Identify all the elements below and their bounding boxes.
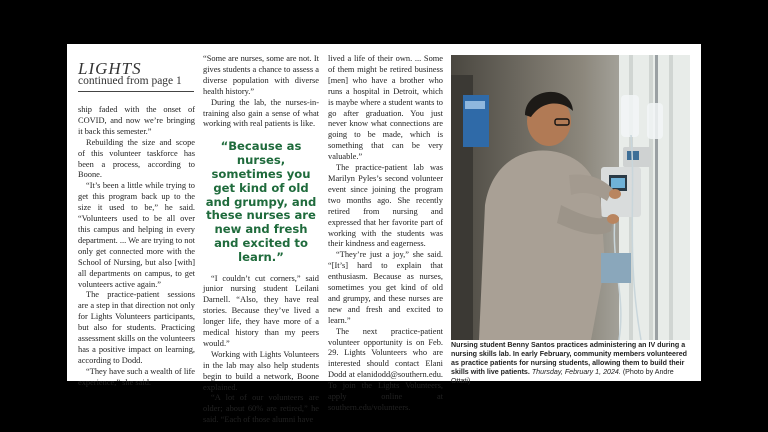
- paragraph: ship faded with the onset of COVID, and now we’re bringing it back this semester.”: [78, 105, 195, 136]
- paragraph: “A lot of our volunteers are older; about 60% are retired,” he said. “Each of those alumni have: [203, 393, 319, 425]
- photo-credit: (Photo by Andre Ottati): [451, 367, 674, 385]
- article-column-1: [78, 105, 195, 389]
- caption-date: Thursday, February 1, 2024.: [531, 367, 621, 376]
- paragraph: The practice-patient lab was Marilyn Pyles’s second volunteer event since joining the program two months ago. She recently retired from nursing and expressed that her favorite part of working with the students was their kindness and eagerness.: [328, 163, 443, 249]
- photo-caption: [451, 341, 690, 386]
- paragraph: “It’s been a little while trying to get this program back up to the size it used to be,” he said. “Volunteers used to be all over this campus and helping in every department. ... We are trying to not only get connected more with the School of Nursing, but also [with] all departments on campus, to get volunteers active again.”: [78, 181, 195, 289]
- nursing-student-photo-illustration: [451, 55, 690, 340]
- paragraph: Working with Lights Volunteers in the lab may also help students begin to build a network, Boone explained.: [203, 349, 319, 392]
- paragraph: “I couldn’t cut corners,” said junior nursing student Leilani Darnell. “Also, they have real stories. Because they’ve lived a longer life, they have more of a medical history than my peers would.”: [203, 273, 319, 348]
- paragraph: Rebuilding the size and scope of this volunteer taskforce has been a process, according to Boone.: [78, 137, 195, 180]
- paragraph: “Some are nurses, some are not. It gives students a chance to assess a diverse population with diverse health history.”: [203, 54, 319, 96]
- paragraph: lived a life of their own. ... Some of them might be retired business [men] who have a brother who runs a hospital in Detroit, which is maybe where a student wants to go after graduation. You just never know what connections are going to be made, which is something that can be very valuable.”: [328, 54, 443, 162]
- newspaper-page: [67, 44, 701, 425]
- paragraph: “They’re just a joy,” she said. “[It’s] hard to explain that enthusiasm. Because as nurses, sometimes you get kind of old and grumpy, and these nurses are new and fresh and excited to learn.”: [328, 250, 443, 325]
- paragraph: The practice-patient sessions are a step in that direction not only for Lights Volunteers participants, but also for students. Practicing assessment skills on the volunteers has a positive impact on learning, according to Dodd.: [78, 290, 195, 365]
- caption-text: Nursing student Benny Santos practices administering an IV during a nursing skills lab. In early February, community members volunteered as practice patients for nursing students, allowing them to build their skills with live patients.: [451, 341, 688, 376]
- continuation-subtitle: continued from page 1: [78, 75, 182, 87]
- paragraph: “They have such a wealth of life experience,” she said.: [78, 366, 195, 387]
- article-column-3: [328, 54, 443, 414]
- article-photo: [451, 55, 690, 340]
- continuation-title: LIGHTS: [78, 59, 142, 78]
- paragraph: The next practice-patient volunteer opportunity is on Feb. 29. Lights Volunteers who are interested should contact Elani Dodd at elanidodd@southern.edu. To join the Lights Volunteers, apply online at southern.edu/volunteers.: [328, 326, 443, 412]
- paragraph: During the lab, the nurses-in-training also gain a sense of what working with real patients is like.: [203, 97, 319, 129]
- article-column-2: [203, 54, 319, 426]
- header-rule: [78, 91, 194, 92]
- pull-quote: “Because as nurses, sometimes you get kind of old and grumpy, and these nurses are new and fresh and excited to learn.”: [205, 139, 317, 264]
